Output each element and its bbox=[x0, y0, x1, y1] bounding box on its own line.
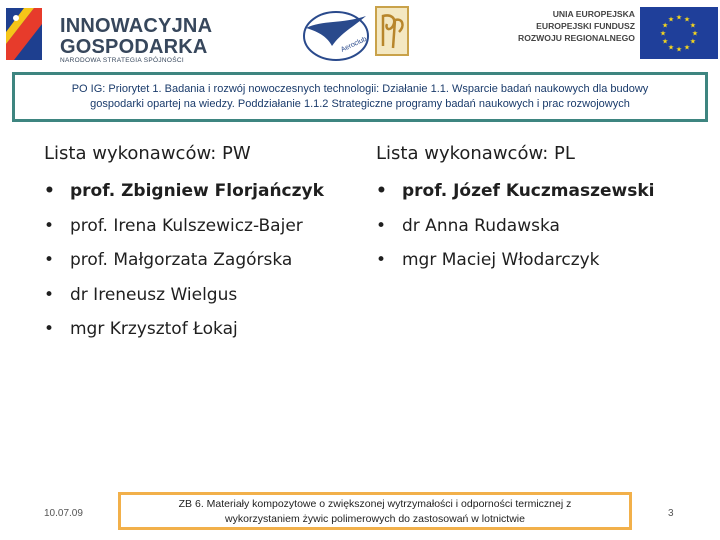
eu-star-icon: ★ bbox=[691, 29, 699, 38]
contractor-name: mgr Maciej Włodarczyk bbox=[402, 250, 600, 270]
contractor-name: dr Ireneusz Wielgus bbox=[70, 284, 238, 305]
list-item bbox=[44, 312, 364, 347]
institute-logo bbox=[302, 6, 370, 62]
eu-star-icon: ★ bbox=[675, 13, 683, 22]
eu-star-icon: ★ bbox=[667, 15, 675, 24]
ig-logo-title bbox=[60, 16, 212, 58]
bullet-icon: • bbox=[44, 284, 55, 305]
contractor-name: prof. Józef Kuczmaszewski bbox=[402, 181, 655, 201]
eu-logo-text bbox=[495, 8, 635, 44]
ig-logo-tagline: NARODOWA STRATEGIA SPÓJNOŚCI bbox=[60, 57, 184, 64]
ig-logo-line1: INNOWACYJNA bbox=[60, 15, 213, 37]
pw-heading: Lista wykonawców: PW bbox=[44, 143, 251, 164]
bullet-icon: • bbox=[376, 181, 387, 201]
ig-logo-line2: GOSPODARKA bbox=[60, 36, 208, 58]
bullet-icon: • bbox=[44, 319, 55, 339]
pw-contractors-column bbox=[44, 143, 364, 347]
bullet-icon: • bbox=[44, 181, 55, 201]
list-item bbox=[376, 174, 716, 209]
list-item bbox=[44, 243, 364, 278]
pl-heading: Lista wykonawców: PL bbox=[376, 143, 575, 164]
bullet-icon: • bbox=[376, 250, 387, 270]
contractor-name: mgr Krzysztof Łokaj bbox=[70, 319, 238, 339]
eu-star-icon: ★ bbox=[667, 43, 675, 52]
eu-star-icon: ★ bbox=[659, 29, 667, 38]
footer-line2: wykorzystaniem żywic polimerowych do zastosowań w lotnictwie bbox=[225, 513, 525, 525]
footer-date: 10.07.09 bbox=[44, 508, 83, 519]
page-number: 3 bbox=[668, 508, 674, 519]
bullet-icon: • bbox=[44, 215, 55, 236]
pp-emblem-logo bbox=[375, 6, 409, 56]
pw-contractors-list bbox=[44, 174, 364, 347]
eu-flag-icon bbox=[640, 7, 718, 59]
eu-star-icon: ★ bbox=[689, 37, 696, 46]
eu-star-icon: ★ bbox=[689, 21, 696, 30]
bullet-icon: • bbox=[44, 250, 55, 270]
footer-project-box bbox=[118, 492, 632, 530]
eu-star-icon: ★ bbox=[683, 43, 691, 52]
program-line1: PO IG: Priorytet 1. Badania i rozwój nowoczesnych technologii: Działanie 1.1. Wsparcie badań naukowych dla budowy bbox=[71, 83, 649, 95]
ig-logo-icon bbox=[4, 4, 54, 66]
pp-emblem-icon bbox=[375, 6, 409, 56]
eu-line2: EUROPEJSKI FUNDUSZ bbox=[536, 21, 635, 31]
pl-contractors-column bbox=[376, 143, 716, 278]
eu-star-icon: ★ bbox=[675, 45, 683, 54]
program-description-box bbox=[12, 72, 708, 122]
eu-star-icon: ★ bbox=[662, 37, 669, 46]
contractor-name: prof. Zbigniew Florjańczyk bbox=[70, 181, 324, 201]
list-item bbox=[44, 278, 364, 313]
eu-star-icon: ★ bbox=[662, 21, 669, 30]
contractor-name: prof. Małgorzata Zagórska bbox=[70, 250, 293, 270]
bird-logo-icon bbox=[302, 6, 370, 62]
innowacyjna-gospodarka-logo bbox=[4, 4, 219, 66]
list-item bbox=[44, 174, 364, 209]
institute-logo-text: Aeroclub bbox=[339, 35, 368, 54]
list-item bbox=[44, 209, 364, 244]
contractor-name: prof. Irena Kulszewicz-Bajer bbox=[70, 215, 303, 236]
eu-line1: UNIA EUROPEJSKA bbox=[552, 9, 635, 19]
eu-line3: ROZWOJU REGIONALNEGO bbox=[518, 33, 635, 43]
list-item bbox=[376, 209, 716, 244]
list-item bbox=[376, 243, 716, 278]
bullet-icon: • bbox=[376, 215, 387, 236]
footer-line1: ZB 6. Materiały kompozytowe o zwiększonej wytrzymałości i odporności termicznej z bbox=[178, 498, 572, 510]
eu-star-icon: ★ bbox=[683, 15, 691, 24]
program-line2: gospodarki opartej na wiedzy. Poddziałanie 1.1.2 Strategiczne programy badań naukowych i prac rozwojowych bbox=[90, 98, 630, 110]
contractor-name: dr Anna Rudawska bbox=[402, 215, 560, 236]
eu-flag-logo bbox=[640, 7, 718, 59]
pl-contractors-list bbox=[376, 174, 716, 278]
